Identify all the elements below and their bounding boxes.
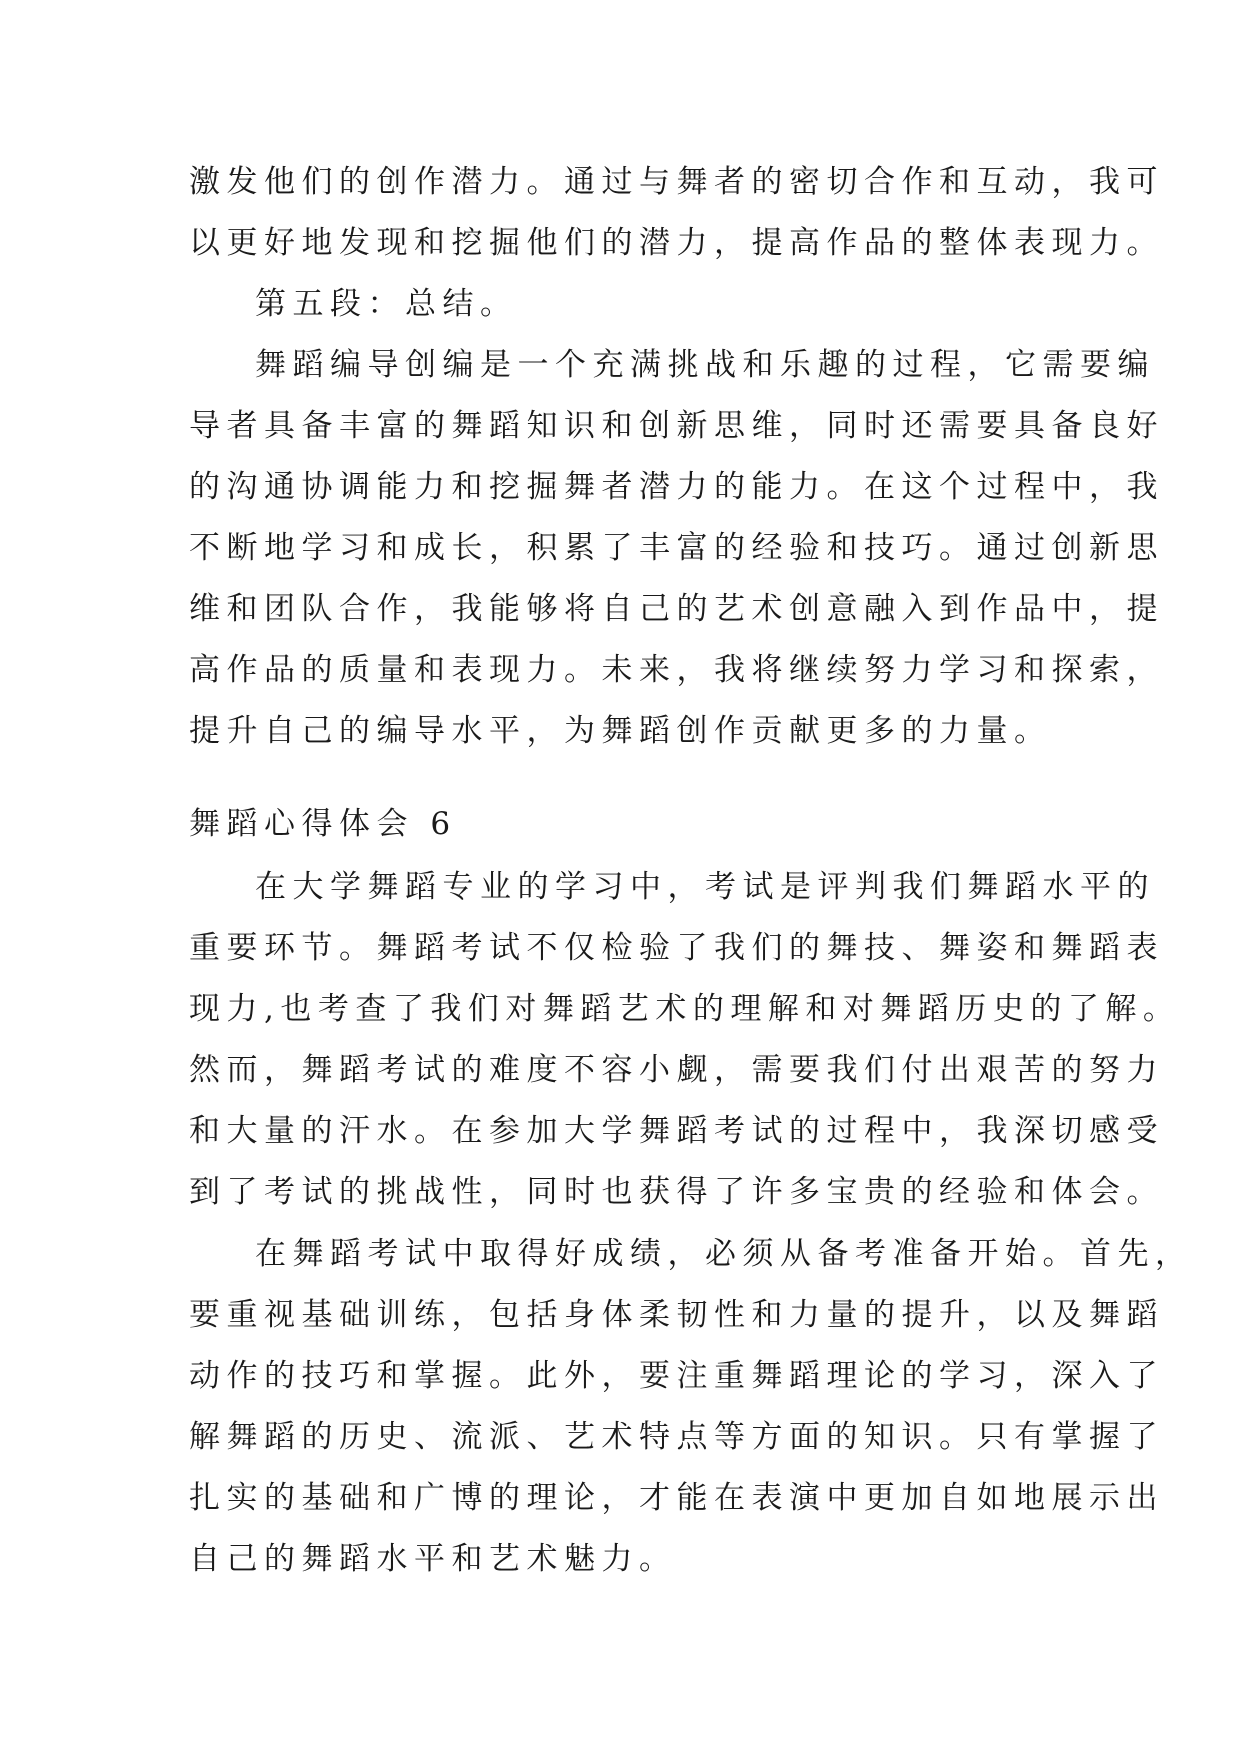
section-five-heading: 第五段：总结。 [255, 286, 518, 322]
text-line: 到了考试的挑战性，同时也获得了许多宝贵的经验和体会。 [189, 1174, 1164, 1210]
text-line: 高作品的质量和表现力。未来，我将继续努力学习和探索， [189, 652, 1164, 688]
article-six-paragraph-one [189, 857, 1181, 1223]
text-line: 不断地学习和成长，积累了丰富的经验和技巧。通过创新思 [189, 530, 1164, 566]
text-line: 提升自己的编导水平，为舞蹈创作贡献更多的力量。 [189, 713, 1052, 749]
text-line: 舞蹈编导创编是一个充满挑战和乐趣的过程，它需要编 [255, 347, 1155, 383]
section-heading [189, 274, 1069, 335]
text-line: 维和团队合作，我能够将自己的艺术创意融入到作品中，提 [189, 591, 1164, 627]
text-line: 重要环节。舞蹈考试不仅检验了我们的舞技、舞姿和舞蹈表 [189, 930, 1164, 966]
text-line: 以更好地发现和挖掘他们的潜力，提高作品的整体表现力。 [189, 225, 1164, 261]
text-line: 激发他们的创作潜力。通过与舞者的密切合作和互动，我可 [189, 164, 1164, 200]
text-line: 的沟通协调能力和挖掘舞者潜力的能力。在这个过程中，我 [189, 469, 1164, 505]
text-line: 要重视基础训练，包括身体柔韧性和力量的提升，以及舞蹈 [189, 1297, 1164, 1333]
text-line: 在舞蹈考试中取得好成绩，必须从备考准备开始。首先， [255, 1236, 1193, 1272]
text-line: 导者具备丰富的舞蹈知识和创新思维，同时还需要具备良好 [189, 408, 1164, 444]
text-line: 动作的技巧和掌握。此外，要注重舞蹈理论的学习，深入了 [189, 1358, 1164, 1394]
text-line: 扎实的基础和广博的理论，才能在表演中更加自如地展示出 [189, 1480, 1164, 1516]
text-line: 自己的舞蹈水平和艺术魅力。 [189, 1541, 677, 1577]
article-six-paragraph-two [189, 1224, 1193, 1590]
text-line: 在大学舞蹈专业的学习中，考试是评判我们舞蹈水平的 [255, 869, 1155, 905]
article-six-title: 舞蹈心得体会 6 [189, 806, 457, 842]
text-line: 解舞蹈的历史、流派、艺术特点等方面的知识。只有掌握了 [189, 1419, 1164, 1455]
article-title [189, 794, 1069, 855]
paragraph-continuation [189, 152, 1164, 274]
section-five-paragraph [189, 335, 1164, 762]
text-line: 现力,也考查了我们对舞蹈艺术的理解和对舞蹈历史的了解。 [189, 991, 1181, 1027]
text-line: 和大量的汗水。在参加大学舞蹈考试的过程中，我深切感受 [189, 1113, 1164, 1149]
text-line: 然而，舞蹈考试的难度不容小觑，需要我们付出艰苦的努力 [189, 1052, 1164, 1088]
